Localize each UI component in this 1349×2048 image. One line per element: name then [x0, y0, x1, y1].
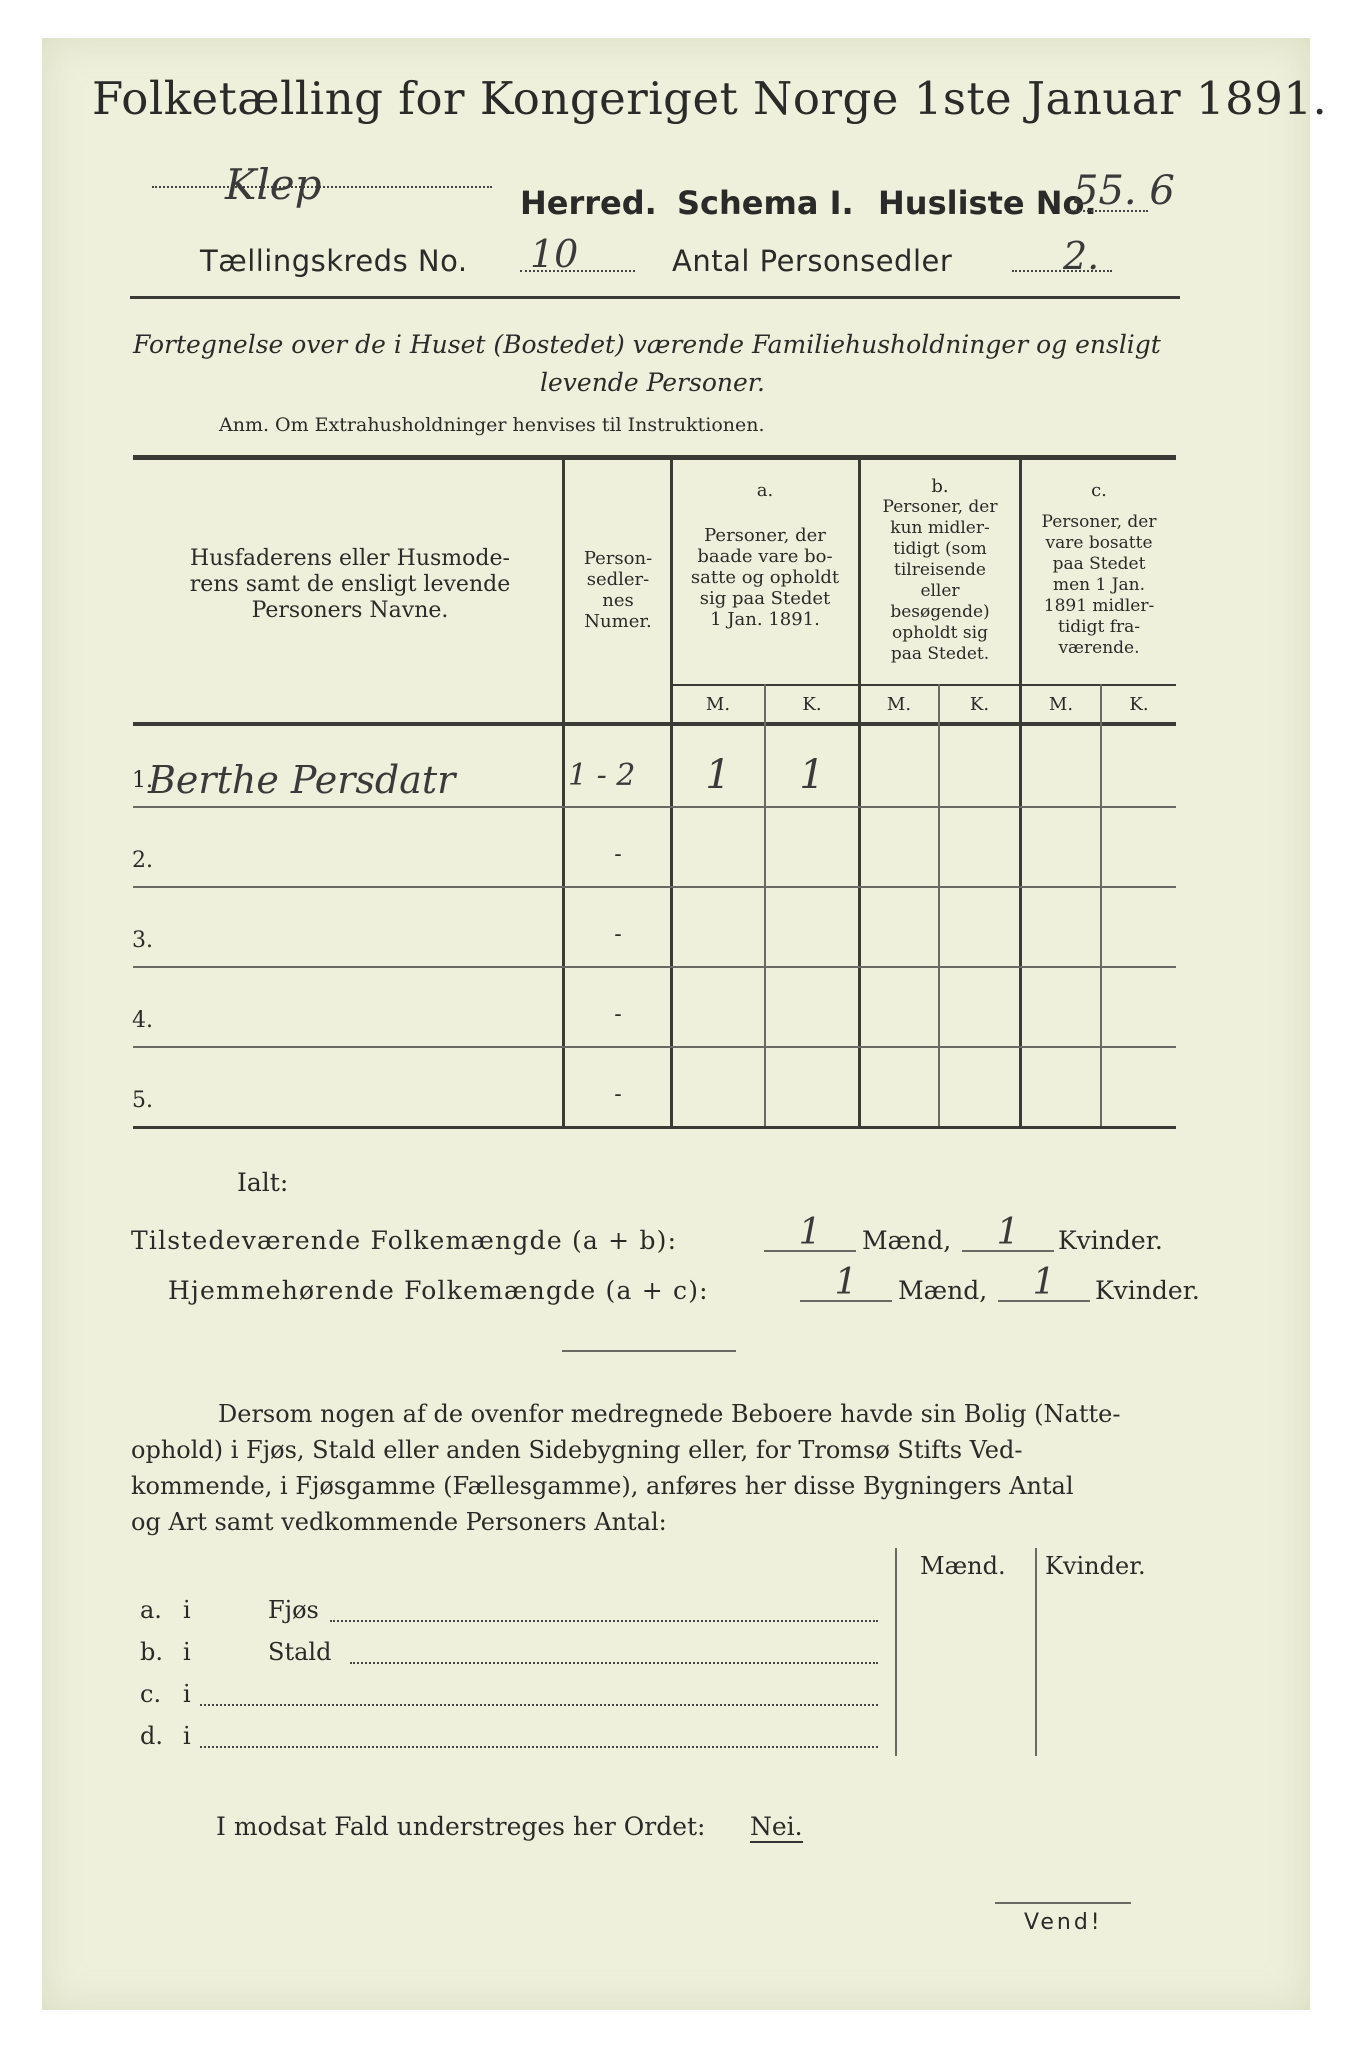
- col-a-header: [672, 525, 858, 630]
- col-num-header-line: Numer.: [584, 611, 652, 632]
- col-a-header-line: satte og opholdt: [690, 567, 840, 588]
- col-a-letter: a.: [756, 480, 774, 501]
- col-c-letter: c.: [1091, 480, 1107, 501]
- herred-label: Herred.: [520, 184, 657, 222]
- bolig-maend-header: Mænd.: [920, 1552, 1006, 1580]
- intro-line-1: Fortegnelse over de i Huset (Bostedet) værende Familiehusholdninger og ensligt: [133, 330, 1161, 359]
- col-c-header-line: tidigt fra-: [1057, 617, 1140, 637]
- kreds-dotted-line: [520, 270, 635, 272]
- bolig-item-dotted: [350, 1662, 878, 1664]
- col-b-header-line: eller: [920, 581, 960, 601]
- col-a-header-line: sig paa Stedet: [699, 588, 831, 609]
- modsat-text: I modsat Fald understreges her Ordet:: [216, 1812, 706, 1841]
- bolig-line-3: kommende, i Fjøsgamme (Fællesgamme), anføres her disse Bygningers Antal: [131, 1472, 1074, 1500]
- personsedler-label: Antal Personsedler: [672, 244, 953, 278]
- col-c-header: [1022, 512, 1176, 659]
- row-rule-1: [133, 806, 1176, 808]
- col-a-header-line: Personer, der: [704, 525, 826, 546]
- col-c-k-label: K.: [1129, 694, 1149, 715]
- row-sedler: -: [614, 1002, 622, 1027]
- bolig-item-i: i: [183, 1596, 191, 1624]
- row-a-k: 1: [799, 752, 825, 798]
- col-b-header-line: besøgende): [890, 602, 990, 622]
- col-c-header-line: værende.: [1058, 638, 1140, 658]
- bolig-item-dotted: [330, 1620, 878, 1622]
- hjemme-label: Hjemmehørende Folkemængde (a + c):: [168, 1276, 709, 1305]
- col-c-header-line: men 1 Jan.: [1052, 575, 1146, 595]
- tilstede-k-value: 1: [996, 1212, 1020, 1253]
- bolig-col-divider-2: [1035, 1548, 1037, 1756]
- row-number: 2.: [132, 848, 153, 873]
- bolig-item-i: i: [183, 1638, 191, 1666]
- col-name-header-line: rens samt de ensligt levende: [189, 572, 511, 597]
- row-sedler: -: [614, 842, 622, 867]
- ialt-label: Ialt:: [237, 1168, 289, 1197]
- hjemme-kvinder-label: Kvinder.: [1095, 1276, 1200, 1305]
- col-divider-bMK: [938, 684, 940, 1126]
- hjemme-maend-label: Mænd,: [898, 1276, 988, 1305]
- col-b-k-label: K.: [969, 694, 990, 715]
- husliste-dotted-line: [1068, 210, 1148, 212]
- row-rule-2: [133, 886, 1176, 888]
- bolig-line-2: ophold) i Fjøs, Stald eller anden Sidebygning eller, for Tromsø Stifts Ved-: [131, 1436, 1023, 1464]
- col-c-m-label: M.: [1048, 694, 1074, 715]
- bolig-item-i: i: [183, 1680, 191, 1708]
- schema-label: Schema I.: [677, 184, 854, 222]
- col-b-header-line: tilreisende: [893, 560, 986, 580]
- row-rule-3: [133, 966, 1176, 968]
- personsedler-dotted-line: [1012, 270, 1112, 272]
- col-a-header-line: 1 Jan. 1891.: [710, 609, 820, 630]
- row-number: 5.: [132, 1088, 153, 1113]
- bolig-item-label: Fjøs: [268, 1596, 319, 1624]
- col-b-header: [860, 497, 1020, 665]
- col-divider-cMK: [1100, 684, 1102, 1126]
- col-a-k-label: K.: [802, 694, 822, 715]
- col-b-m-label: M.: [886, 694, 912, 715]
- col-b-header-line: Personer, der: [882, 497, 998, 517]
- separator-rule: [562, 1350, 736, 1352]
- col-a-header-line: baade vare bo-: [697, 546, 833, 567]
- row-number: 3.: [132, 928, 153, 953]
- kreds-label: Tællingskreds No.: [200, 244, 468, 278]
- tilstede-label: Tilstedeværende Folkemængde (a + b):: [131, 1226, 678, 1255]
- row-rule-4: [133, 1046, 1176, 1048]
- row-sedler: 1 - 2: [568, 758, 636, 793]
- col-c-header-line: Personer, der: [1041, 512, 1157, 532]
- personsedler-value: 2.: [1063, 234, 1100, 278]
- bolig-item-letter: d.: [140, 1722, 163, 1750]
- row-a-m: 1: [705, 752, 731, 798]
- bolig-kvinder-header: Kvinder.: [1045, 1552, 1146, 1580]
- bolig-line-4: og Art samt vedkommende Personers Antal:: [131, 1508, 667, 1536]
- bolig-item-letter: c.: [140, 1680, 162, 1708]
- col-divider-aMK: [764, 684, 766, 1126]
- tilstede-kvinder-label: Kvinder.: [1058, 1226, 1163, 1255]
- row-sedler: -: [614, 922, 622, 947]
- header-rule: [130, 296, 1180, 299]
- col-c-header-line: paa Stedet: [1052, 554, 1146, 574]
- col-b-header-line: paa Stedet.: [890, 644, 990, 664]
- col-c-header-line: 1891 midler-: [1043, 596, 1155, 616]
- anm-note: Anm. Om Extrahusholdninger henvises til Instruktionen.: [219, 414, 765, 436]
- nei-word: Nei.: [750, 1812, 803, 1841]
- col-b-header-line: kun midler-: [890, 518, 990, 538]
- bolig-item-dotted: [200, 1704, 878, 1706]
- col-b-header-line: tidigt (som: [893, 539, 987, 559]
- husliste-value: 55. 6: [1073, 168, 1175, 214]
- col-num-header-line: sedler-: [586, 569, 650, 590]
- vend-rule: [995, 1902, 1131, 1904]
- intro-line-2: levende Personer.: [540, 368, 765, 397]
- bolig-item-letter: a.: [140, 1596, 162, 1624]
- hjemme-m-value: 1: [834, 1262, 858, 1303]
- bolig-item-dotted: [200, 1746, 878, 1748]
- bolig-item-letter: b.: [140, 1638, 163, 1666]
- husliste-label: Husliste No.: [878, 184, 1097, 222]
- col-num-header-line: Person-: [583, 548, 653, 569]
- herred-value: Klep: [225, 160, 322, 209]
- col-name-header-line: Personers Navne.: [251, 598, 449, 623]
- table-bottom-rule: [133, 1126, 1176, 1129]
- kreds-value: 10: [530, 232, 579, 276]
- bolig-item-label: Stald: [268, 1638, 332, 1666]
- col-name-header-line: Husfaderens eller Husmode-: [190, 546, 510, 571]
- herred-dotted-line: [152, 186, 492, 188]
- form-title: Folketælling for Kongeriget Norge 1ste Januar 1891.: [92, 72, 1328, 125]
- vend-text: Vend!: [1024, 1910, 1103, 1935]
- bolig-col-divider-1: [895, 1548, 897, 1756]
- hjemme-k-value: 1: [1032, 1262, 1056, 1303]
- row-number: 1.: [132, 768, 153, 793]
- col-divider-num: [562, 460, 565, 1126]
- bolig-line-1: Dersom nogen af de ovenfor medregnede Beboere havde sin Bolig (Natte-: [218, 1400, 1121, 1428]
- col-c-header-line: vare bosatte: [1045, 533, 1153, 553]
- col-num-header-line: nes: [602, 590, 634, 611]
- row-sedler: -: [614, 1082, 622, 1107]
- col-num-header: [566, 548, 670, 632]
- bolig-item-i: i: [183, 1722, 191, 1750]
- col-name-header: [140, 546, 560, 624]
- tilstede-maend-label: Mænd,: [862, 1226, 952, 1255]
- tilstede-m-value: 1: [798, 1212, 822, 1253]
- row-name: Berthe Persdatr: [148, 758, 456, 802]
- col-b-letter: b.: [931, 476, 949, 497]
- row-number: 4.: [132, 1008, 153, 1033]
- col-a-m-label: M.: [705, 694, 731, 715]
- col-b-header-line: opholdt sig: [892, 623, 988, 643]
